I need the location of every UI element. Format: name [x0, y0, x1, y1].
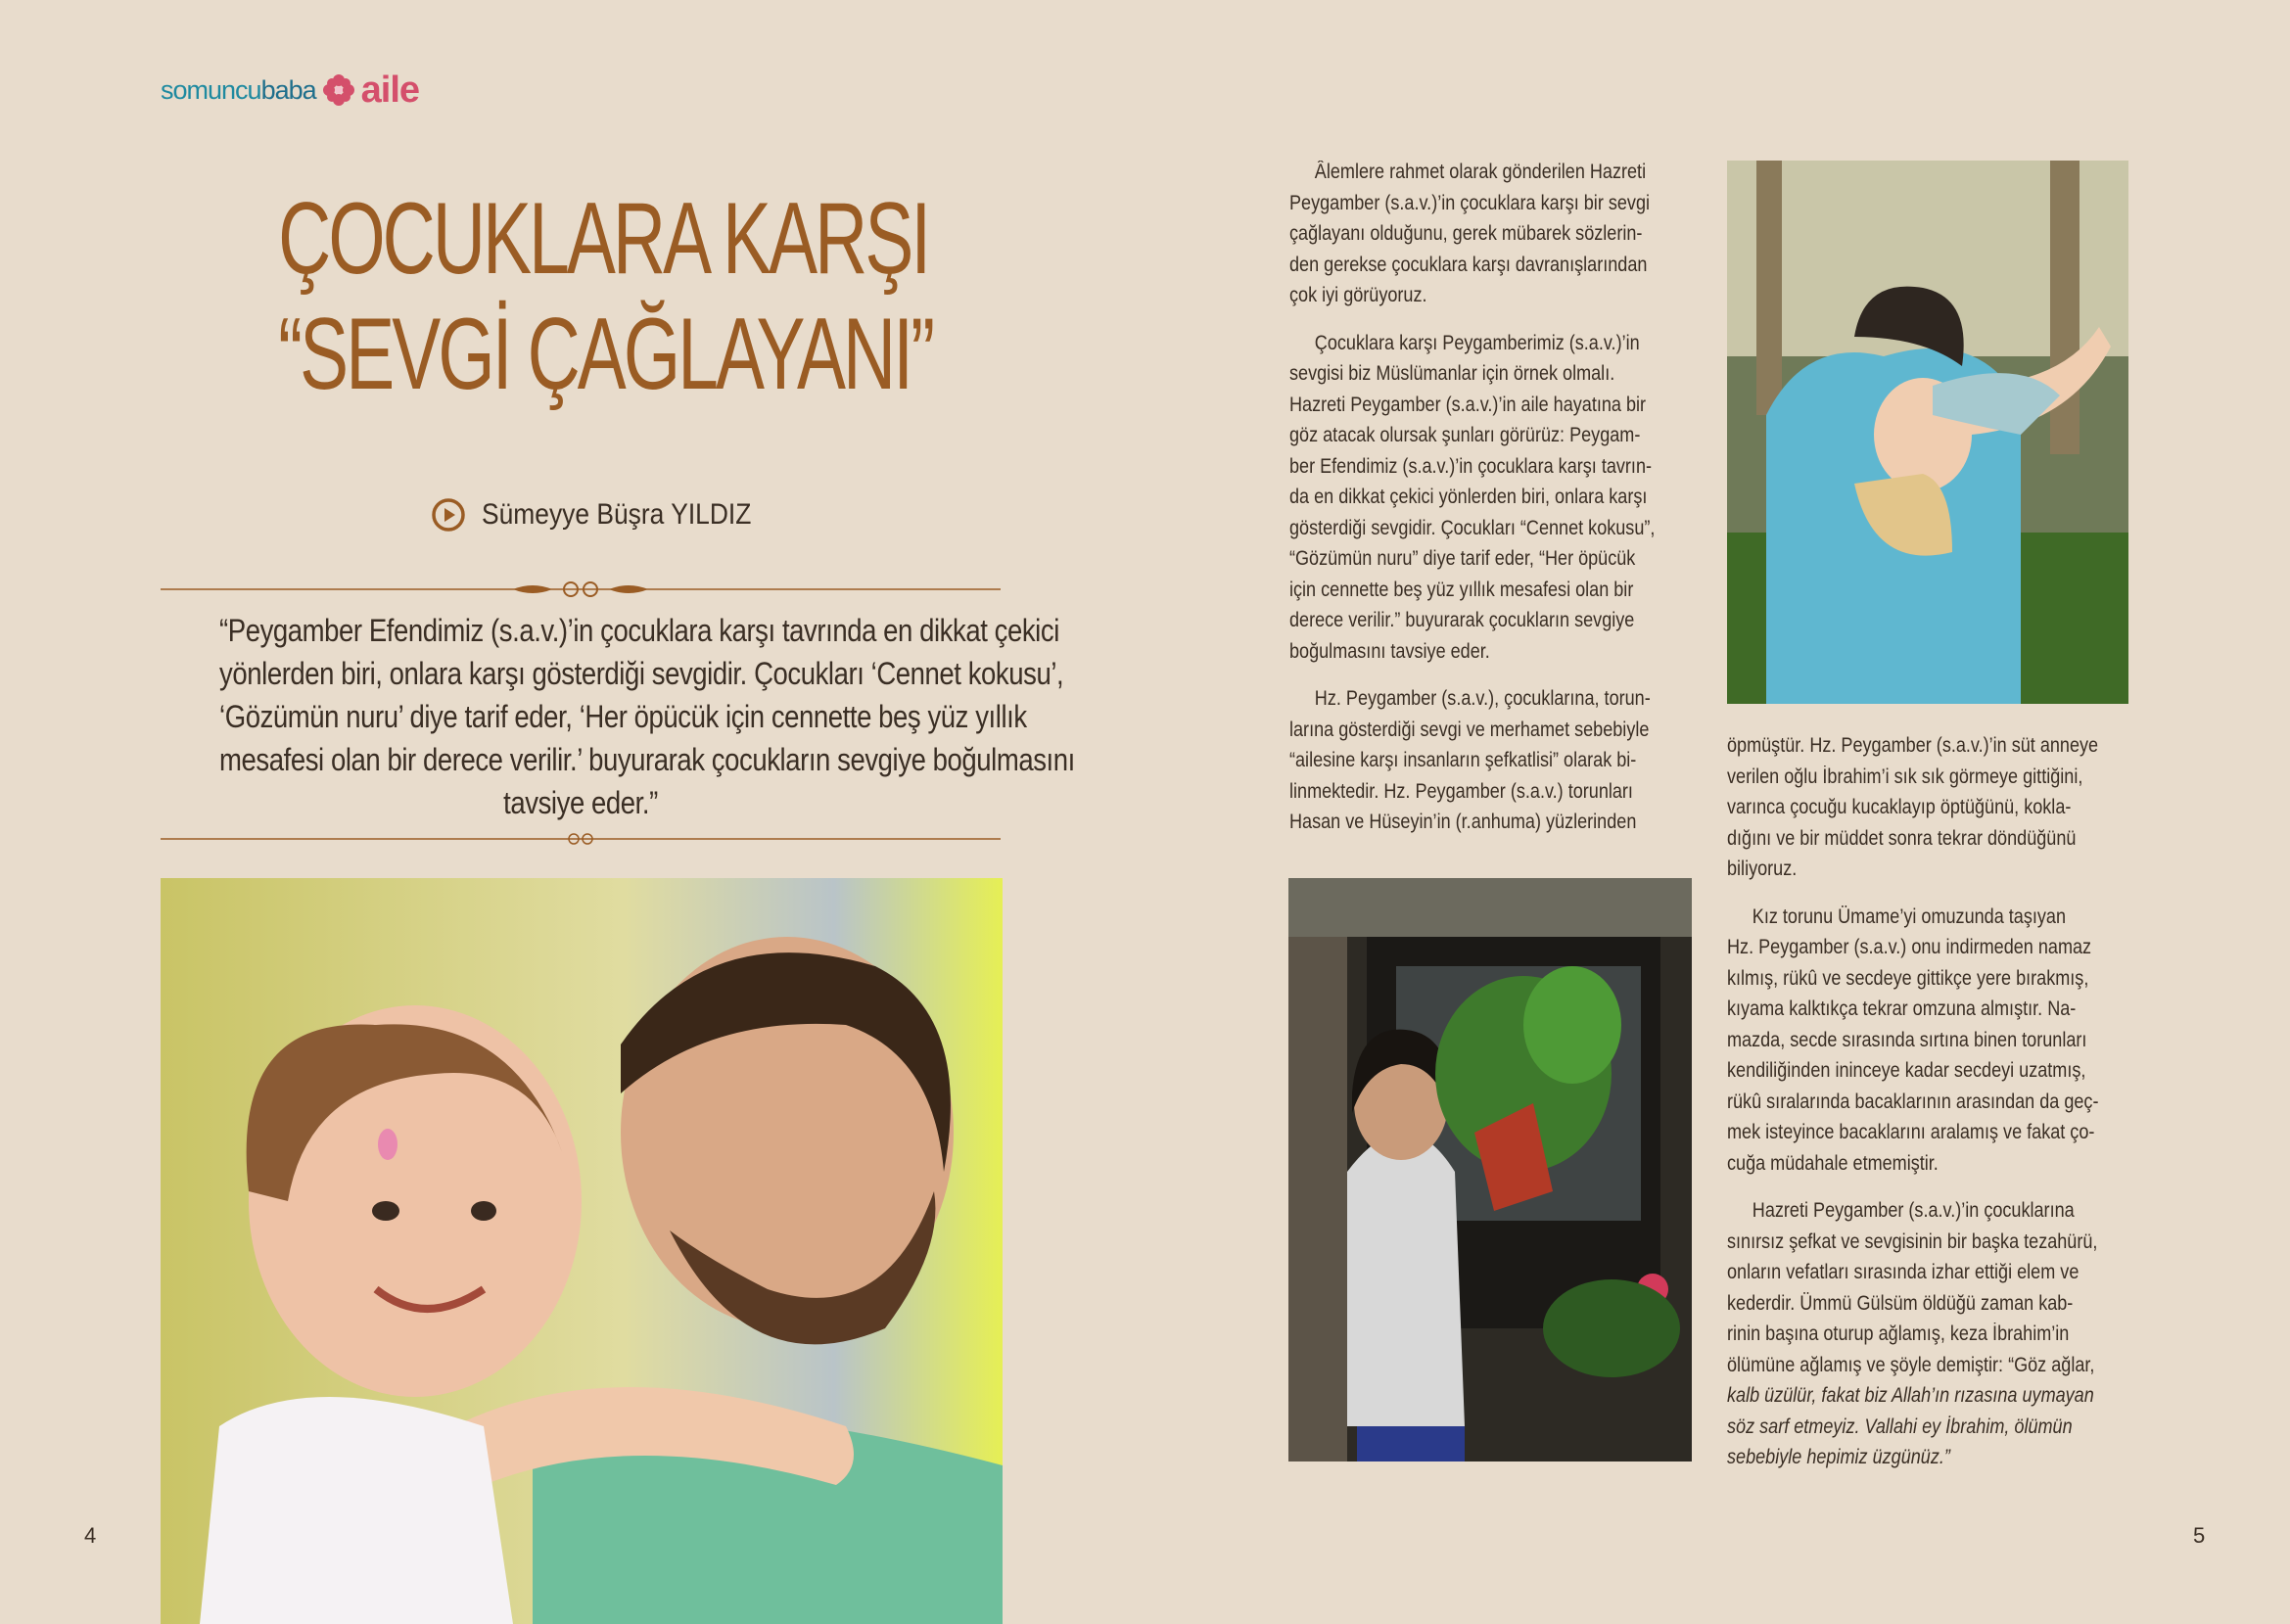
text-line: cuğa müdahale etmemiştir.	[1727, 1151, 1939, 1175]
pull-quote	[161, 609, 1075, 824]
text-line: rinin başına oturup ağlamış, keza İbrahim’in	[1727, 1322, 2070, 1345]
text-line: boğulmasını tavsiye eder.	[1289, 639, 1490, 663]
boy-with-plant-photo	[1288, 878, 1692, 1462]
text-line: linmektedir. Hz. Peygamber (s.a.v.) torunları	[1289, 779, 1633, 803]
paragraph	[1289, 157, 1693, 311]
page-number-left: 4	[84, 1523, 97, 1548]
text-line: Hz. Peygamber (s.a.v.) onu indirmeden namaz	[1727, 936, 2092, 958]
text-line: Peygamber (s.a.v.)’in çocuklara karşı bir sevgi	[1289, 191, 1651, 214]
text-line: Hazreti Peygamber (s.a.v.)’in çocuklarına	[1752, 1199, 2075, 1222]
text-line: dığını ve bir müddet sonra tekrar döndüğünü	[1727, 826, 2077, 850]
text-line: Âlemlere rahmet olarak gönderilen Hazreti	[1314, 161, 1647, 183]
title-line-2: “SEVGİ ÇAĞLAYANI”	[278, 298, 933, 411]
text-line: gösterdiği sevgidir. Çocukları “Cennet kokusu”,	[1289, 516, 1656, 539]
text-line: mazda, secde sırasında sırtına binen torunları	[1727, 1028, 2087, 1051]
body-column-1	[1289, 157, 1693, 855]
text-line: larına gösterdiği sevgi ve merhamet sebebiyle	[1289, 718, 1650, 741]
text-line: çağlayanı olduğunu, gerek mübarek sözlerin-	[1289, 222, 1643, 245]
author-byline	[431, 494, 788, 535]
text-line: Hasan ve Hüseyin’in (r.anhuma) yüzlerinden	[1289, 811, 1637, 833]
text-line: çok iyi görüyoruz.	[1289, 284, 1427, 306]
text-line: ber Efendimiz (s.a.v.)’in çocuklara karşı tavrın-	[1289, 454, 1653, 478]
father-daughter-photo	[161, 878, 1003, 1624]
text-line: varınca çocuğu kucaklayıp öptüğünü, kokla-	[1727, 796, 2072, 818]
text-line: için cennette beş yüz yıllık mesafesi olan bir	[1289, 578, 1634, 601]
brand-logo	[161, 69, 419, 112]
text-line: sevgisi biz Müslümanlar için örnek olmalı.	[1289, 362, 1615, 385]
article-title	[278, 181, 933, 412]
play-icon	[431, 497, 466, 533]
text-line: kendiliğinden ininceye kadar secdeyi uzatmış,	[1727, 1059, 2086, 1082]
text-line: kılmış, rükû ve secdeye gittikçe yere bırakmış,	[1727, 966, 2089, 990]
ornament-divider-bottom	[161, 829, 1001, 849]
text-line: derece verilir.” buyurarak çocukların sevgiye	[1289, 609, 1635, 631]
quote-line: “Peygamber Efendimiz (s.a.v.)’in çocuklara karşı tavrında en dikkat çekici	[219, 613, 1059, 648]
text-line: Kız torunu Ümame’yi omuzunda taşıyan	[1752, 905, 2067, 928]
quote-line: yönlerden biri, onlara karşı gösterdiği sevgidir. Çocukları ‘Cennet kokusu’,	[219, 656, 1064, 691]
quote-line: mesafesi olan bir derece verilir.’ buyurarak çocukların sevgiye boğulmasını	[219, 742, 1075, 777]
text-line: da en dikkat çekici yönlerden biri, onlara karşı	[1289, 486, 1648, 508]
paragraph	[1727, 730, 2128, 885]
text-line: rükû sıralarında bacaklarının arasından da geç-	[1727, 1090, 2099, 1113]
text-line: sınırsız şefkat ve sevgisinin bir başka tezahürü,	[1727, 1230, 2098, 1253]
text-line: Hz. Peygamber (s.a.v.), çocuklarına, torun-	[1314, 687, 1651, 710]
text-line: “ailesine karşı insanların şefkatlisi” olarak bi-	[1289, 749, 1637, 771]
text-line: kıyama kalktıkça tekrar omzuna almıştır. Na-	[1727, 998, 2077, 1020]
text-line: kalb üzülür, fakat biz Allah’ın rızasına uymayan	[1727, 1384, 2094, 1407]
text-line: sebebiyle hepimiz üzgünüz.”	[1727, 1446, 1950, 1468]
text-line: Hazreti Peygamber (s.a.v.)’in aile hayatına bir	[1289, 393, 1647, 416]
paragraph	[1289, 328, 1693, 668]
text-line: onların vefatları sırasında izhar ettiği elem ve	[1727, 1261, 2080, 1283]
text-line: öpmüştür. Hz. Peygamber (s.a.v.)’in süt anneye	[1727, 734, 2099, 757]
man-holding-child-photo	[1727, 161, 2128, 704]
text-line: göz atacak olursak şunları görürüz: Peygam-	[1289, 424, 1641, 446]
brand-aile: aile	[360, 69, 420, 111]
title-line-1: ÇOCUKLARA KARŞI	[278, 182, 929, 296]
quote-line: ‘Gözümün nuru’ diye tarif eder, ‘Her öpücük için cennette beş yüz yıllık	[219, 699, 1027, 734]
quote-line: tavsiye eder.”	[503, 785, 658, 820]
flower-icon	[322, 73, 355, 107]
text-line: den gerekse çocuklara karşı davranışlarından	[1289, 253, 1648, 276]
paragraph	[1727, 1195, 2128, 1473]
text-line: ölümüne ağlamış ve şöyle demiştir: “Göz ağlar,	[1727, 1353, 2095, 1376]
ornament-divider-top	[161, 580, 1001, 599]
paragraph	[1289, 683, 1693, 838]
body-column-2	[1727, 730, 2128, 1490]
text-line: verilen oğlu İbrahim’i sık sık görmeye gittiğini,	[1727, 765, 2083, 788]
text-line: Çocuklara karşı Peygamberimiz (s.a.v.)’in	[1314, 331, 1640, 354]
page-number-right: 5	[2193, 1523, 2206, 1548]
text-line: söz sarf etmeyiz. Vallahi ey İbrahim, ölümün	[1727, 1415, 2073, 1438]
author-name: Sümeyye Büşra YILDIZ	[482, 498, 752, 531]
text-line: “Gözümün nuru” diye tarif eder, “Her öpücük	[1289, 547, 1636, 570]
paragraph	[1727, 902, 2128, 1180]
text-line: biliyoruz.	[1727, 858, 1798, 880]
text-line: mek isteyince bacaklarını aralamış ve fakat ço-	[1727, 1121, 2095, 1143]
text-line: kederdir. Ümmü Gülsüm öldüğü zaman kab-	[1727, 1291, 2074, 1315]
brand-name: somuncubaba	[161, 74, 316, 105]
